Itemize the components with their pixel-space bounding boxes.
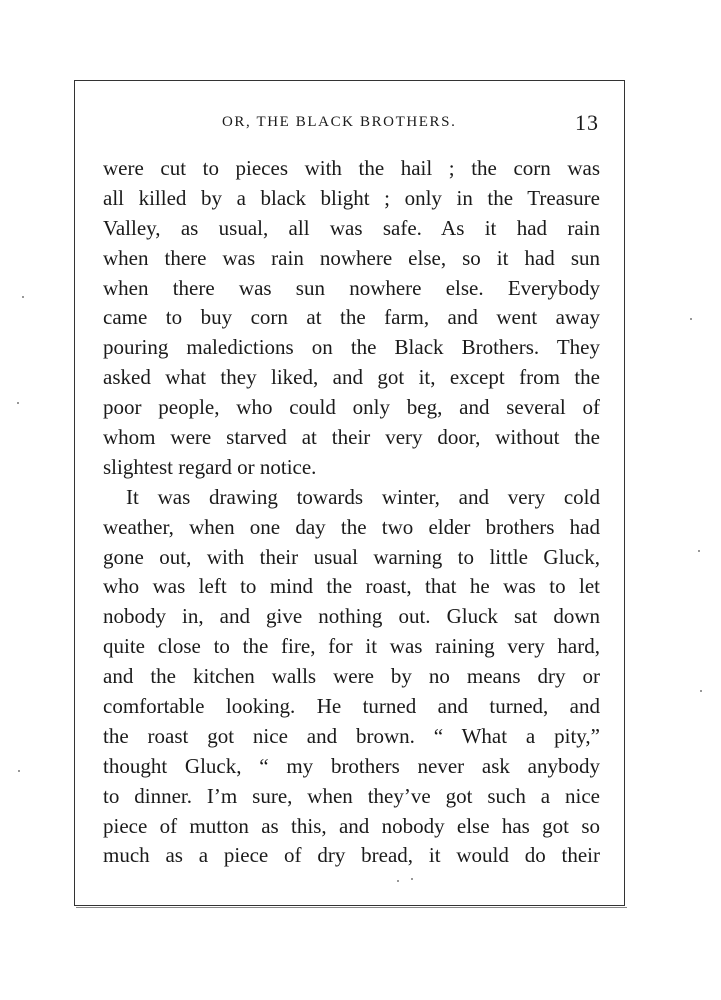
page-number: 13 — [575, 110, 599, 135]
running-title: OR, THE BLACK BROTHERS. — [222, 114, 457, 130]
body-text — [103, 154, 600, 871]
paper-speck — [698, 550, 700, 552]
text-line: asked what they liked, and got it, except from the — [103, 365, 600, 390]
text-line: came to buy corn at the farm, and went away — [103, 305, 600, 330]
text-line: to dinner. I’m sure, when they’ve got such a nice — [103, 783, 600, 808]
text-line: when there was sun nowhere else. Everybody — [103, 275, 600, 300]
text-line: poor people, who could only beg, and several of — [103, 395, 600, 420]
text-line: all killed by a black blight ; only in the Treasure — [103, 185, 600, 210]
paper-speck — [17, 402, 19, 404]
paper-speck — [18, 770, 20, 772]
paper-speck — [397, 880, 399, 882]
text-line: Valley, as usual, all was safe. As it had rain — [103, 215, 600, 240]
text-line: thought Gluck, “ my brothers never ask anybody — [103, 753, 600, 778]
page-border-shadow — [76, 907, 627, 908]
text-line: piece of mutton as this, and nobody else has got so — [103, 813, 600, 838]
paper-speck — [690, 318, 692, 320]
paper-speck — [22, 296, 24, 298]
text-line: pouring maledictions on the Black Brothers. They — [103, 335, 600, 360]
paper-speck — [411, 878, 413, 880]
text-line: the roast got nice and brown. “ What a pity,” — [103, 723, 600, 748]
text-line: quite close to the fire, for it was raining very hard, — [103, 634, 600, 659]
text-line: comfortable looking. He turned and turned, and — [103, 694, 600, 719]
text-line: who was left to mind the roast, that he was to let — [103, 574, 600, 599]
paper-speck — [700, 690, 702, 692]
text-line: whom were starved at their very door, without the — [103, 425, 600, 450]
text-line: when there was rain nowhere else, so it had sun — [103, 245, 600, 270]
paragraph — [103, 483, 600, 872]
running-head — [74, 110, 625, 138]
text-line: and the kitchen walls were by no means dry or — [103, 664, 600, 689]
paragraph — [103, 154, 600, 483]
text-line: gone out, with their usual warning to little Gluck, — [103, 544, 600, 569]
text-line: much as a piece of dry bread, it would do their — [103, 843, 600, 868]
text-line: nobody in, and give nothing out. Gluck sat down — [103, 604, 600, 629]
text-line: It was drawing towards winter, and very cold — [126, 484, 600, 509]
text-line: were cut to pieces with the hail ; the corn was — [103, 156, 600, 180]
text-line: slightest regard or notice. — [103, 454, 317, 479]
text-line: weather, when one day the two elder brothers had — [103, 514, 600, 539]
